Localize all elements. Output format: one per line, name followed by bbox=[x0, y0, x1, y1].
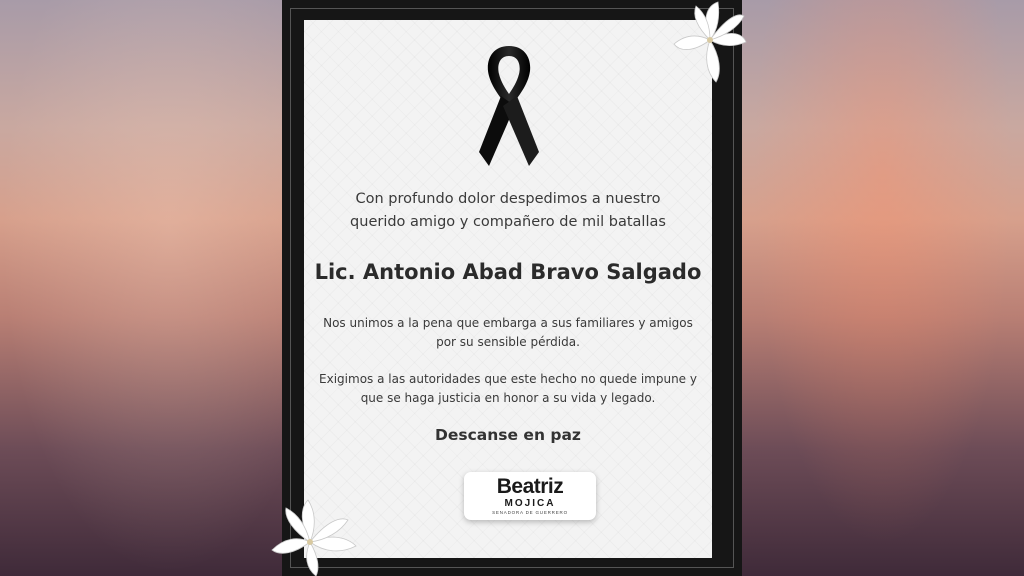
logo-last-name: MOJICA bbox=[504, 498, 556, 509]
condolence-line-1: Nos unimos a la pena que embarga a sus familiares y amigos bbox=[323, 316, 693, 330]
background-left bbox=[0, 0, 282, 576]
intro-line-2: querido amigo y compañero de mil batallas bbox=[350, 214, 666, 230]
logo-subtitle: SENADORA DE GUERRERO bbox=[492, 510, 568, 515]
senator-logo bbox=[464, 472, 596, 520]
intro-line-1: Con profundo dolor despedimos a nuestro bbox=[355, 191, 661, 207]
justice-line-1: Exigimos a las autoridades que este hecho no quede impune y bbox=[319, 372, 697, 386]
lily-flower-icon bbox=[270, 496, 360, 576]
logo-first-name: Beatriz bbox=[496, 475, 564, 498]
condolence-paragraph bbox=[304, 314, 712, 352]
justice-paragraph bbox=[304, 370, 712, 408]
deceased-name: Lic. Antonio Abad Bravo Salgado bbox=[314, 260, 702, 284]
lily-flower-icon bbox=[672, 0, 748, 84]
justice-line-2: que se haga justicia en honor a su vida y legado. bbox=[360, 391, 656, 405]
closing-text: Descanse en paz bbox=[435, 426, 581, 444]
condolence-line-2: por su sensible pérdida. bbox=[436, 335, 580, 349]
condolence-card bbox=[304, 20, 712, 558]
intro-text bbox=[304, 188, 712, 234]
mourning-ribbon-icon bbox=[479, 44, 539, 170]
condolence-frame bbox=[282, 0, 742, 576]
background-right bbox=[742, 0, 1024, 576]
